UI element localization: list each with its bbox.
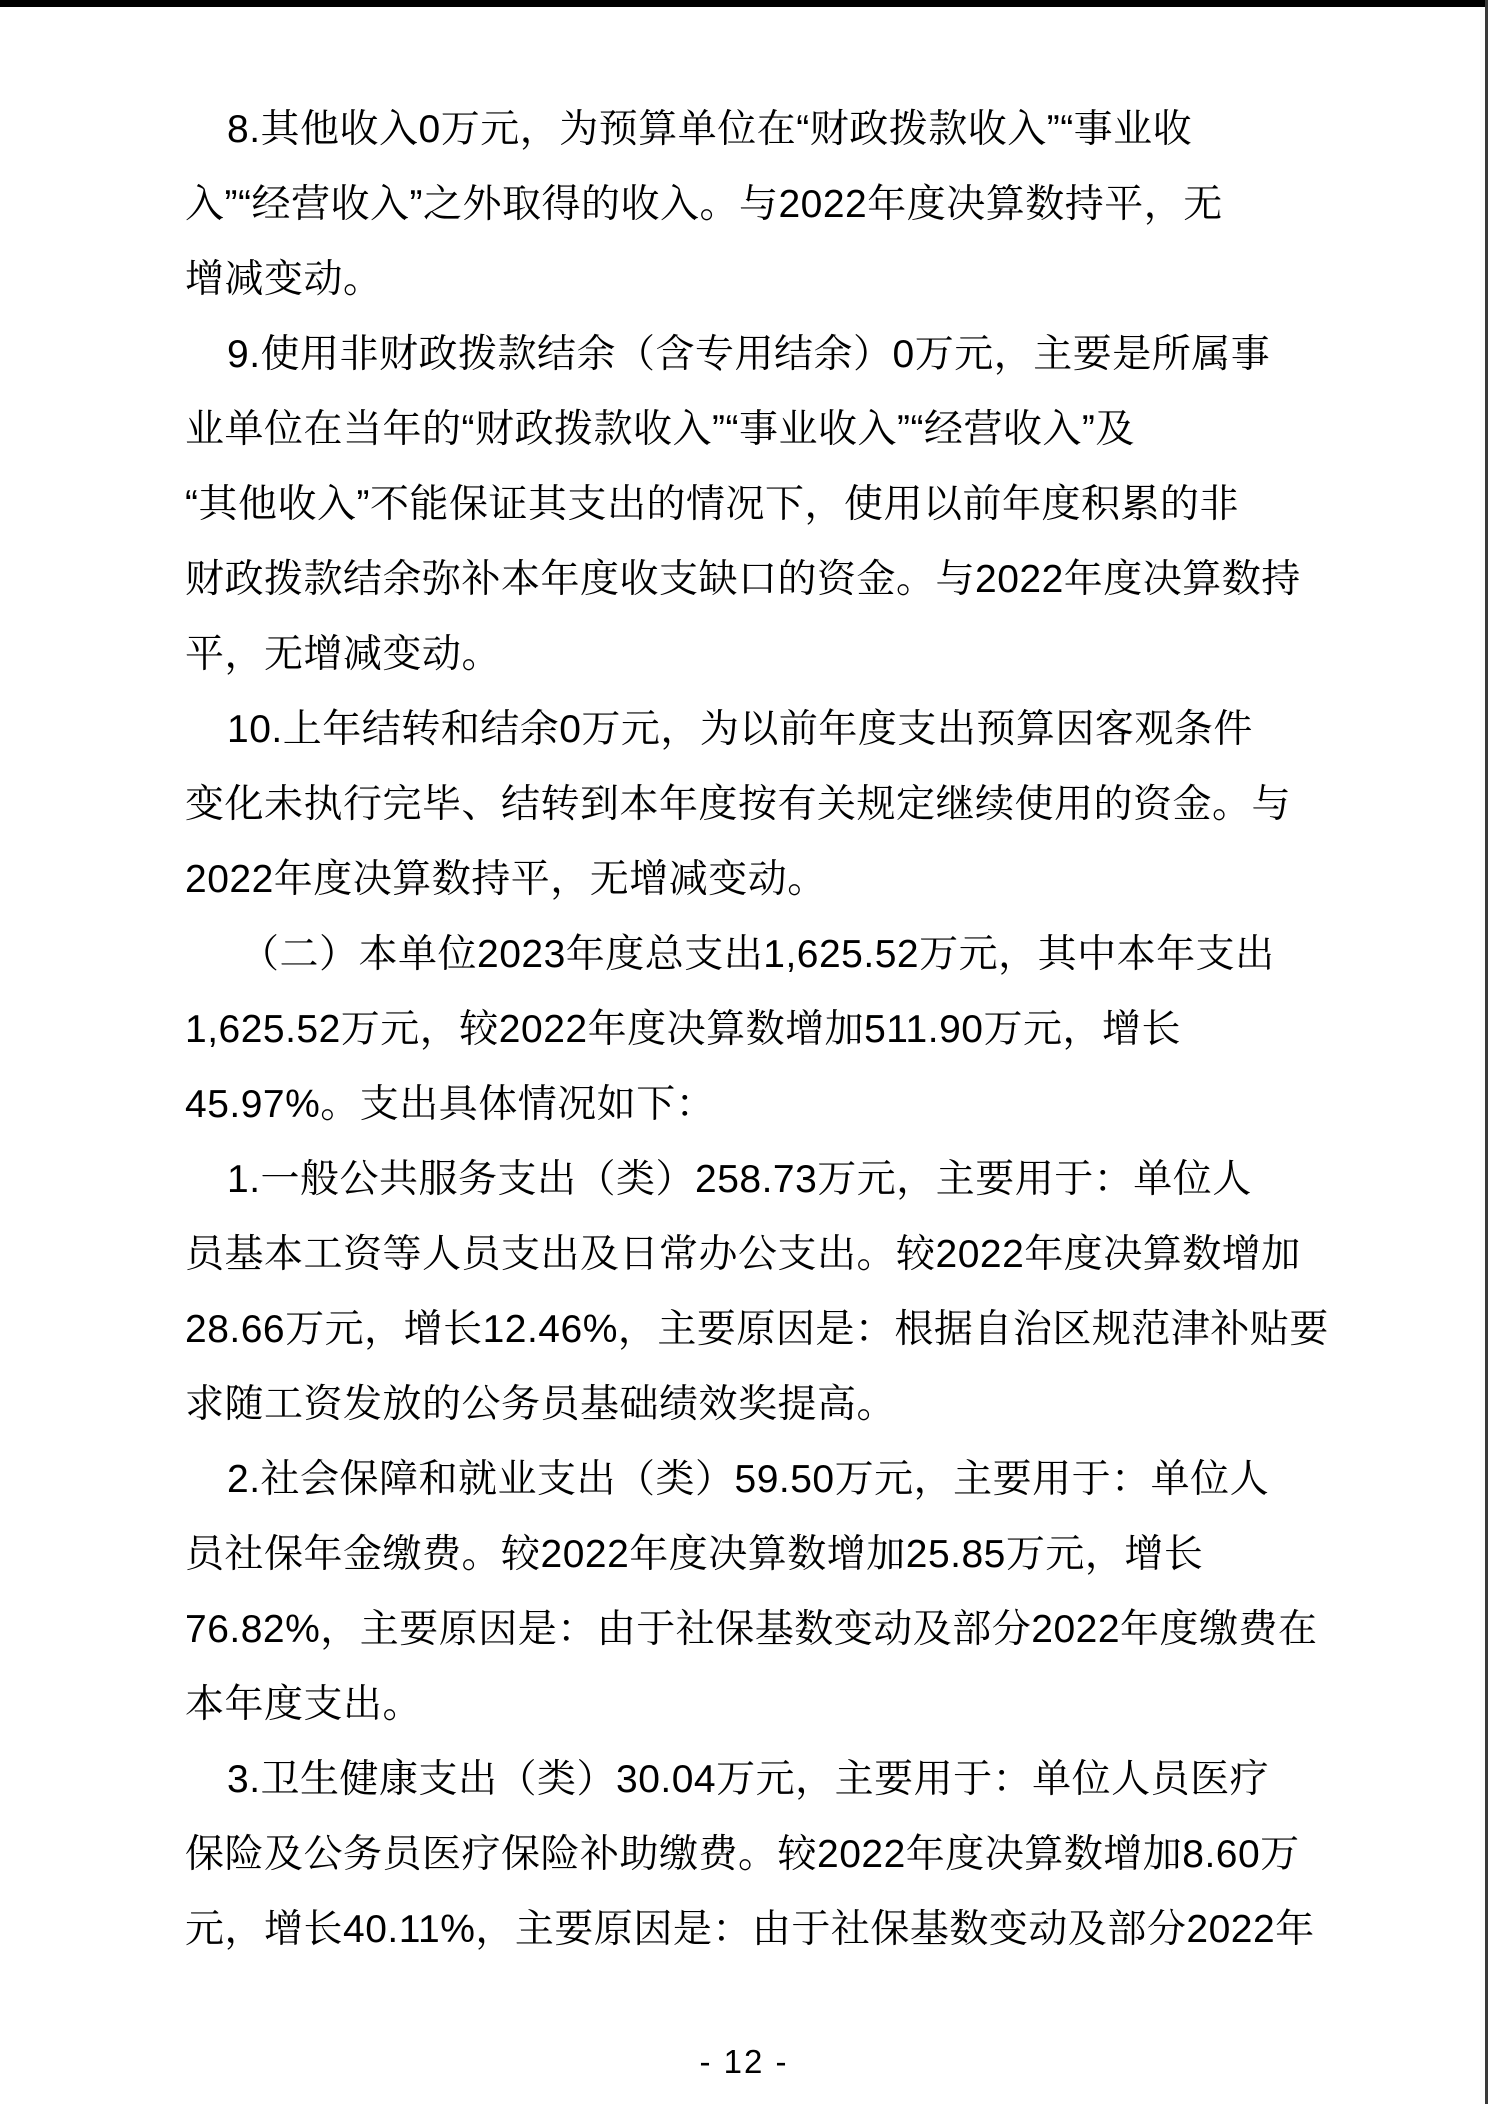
text-line: “其他收入”不能保证其支出的情况下，使用以前年度积累的非 xyxy=(185,483,1239,526)
text-line: 2022年度决算数持平，无增减变动。 xyxy=(185,858,827,901)
page-number: - 12 - xyxy=(699,2043,789,2080)
text-line: 财政拨款结余弥补本年度收支缺口的资金。与2022年度决算数持 xyxy=(185,558,1301,601)
text-line: 平，无增减变动。 xyxy=(185,633,502,676)
text-line: 8.其他收入0万元，为预算单位在“财政拨款收入”“事业收 xyxy=(227,108,1193,151)
scan-border-top xyxy=(0,0,1488,7)
document-body xyxy=(185,92,1329,1967)
text-line: 45.97%。支出具体情况如下： xyxy=(185,1083,716,1126)
text-line: 增减变动。 xyxy=(185,258,383,301)
text-line: 变化未执行完毕、结转到本年度按有关规定继续使用的资金。与 xyxy=(185,783,1292,826)
text-line: 10.上年结转和结余0万元，为以前年度支出预算因客观条件 xyxy=(227,708,1253,751)
text-line: 元，增长40.11%，主要原因是：由于社保基数变动及部分2022年 xyxy=(185,1908,1315,1951)
text-line: 员基本工资等人员支出及日常办公支出。较2022年度决算数增加 xyxy=(185,1233,1301,1276)
text-line: 求随工资发放的公务员基础绩效奖提高。 xyxy=(185,1383,897,1426)
text-line: 保险及公务员医疗保险补助缴费。较2022年度决算数增加8.60万 xyxy=(185,1833,1300,1876)
text-line: 业单位在当年的“财政拨款收入”“事业收入”“经营收入”及 xyxy=(185,408,1135,451)
text-line: 员社保年金缴费。较2022年度决算数增加25.85万元，增长 xyxy=(185,1533,1204,1576)
text-line: 1,625.52万元，较2022年度决算数增加511.90万元，增长 xyxy=(185,1008,1181,1051)
text-line: 入”“经营收入”之外取得的收入。与2022年度决算数持平，无 xyxy=(185,183,1223,226)
text-line: 本年度支出。 xyxy=(185,1683,423,1726)
text-line: 28.66万元，增长12.46%，主要原因是：根据自治区规范津补贴要 xyxy=(185,1308,1329,1351)
text-line: 2.社会保障和就业支出（类）59.50万元，主要用于：单位人 xyxy=(227,1458,1270,1501)
text-line: 9.使用非财政拨款结余（含专用结余）0万元，主要是所属事 xyxy=(227,333,1271,376)
text-line: 76.82%，主要原因是：由于社保基数变动及部分2022年度缴费在 xyxy=(185,1608,1318,1651)
text-line: （二）本单位2023年度总支出1,625.52万元，其中本年支出 xyxy=(240,933,1275,976)
text-line: 1.一般公共服务支出（类）258.73万元，主要用于：单位人 xyxy=(227,1158,1252,1201)
text-line: 3.卫生健康支出（类）30.04万元，主要用于：单位人员医疗 xyxy=(227,1758,1270,1801)
